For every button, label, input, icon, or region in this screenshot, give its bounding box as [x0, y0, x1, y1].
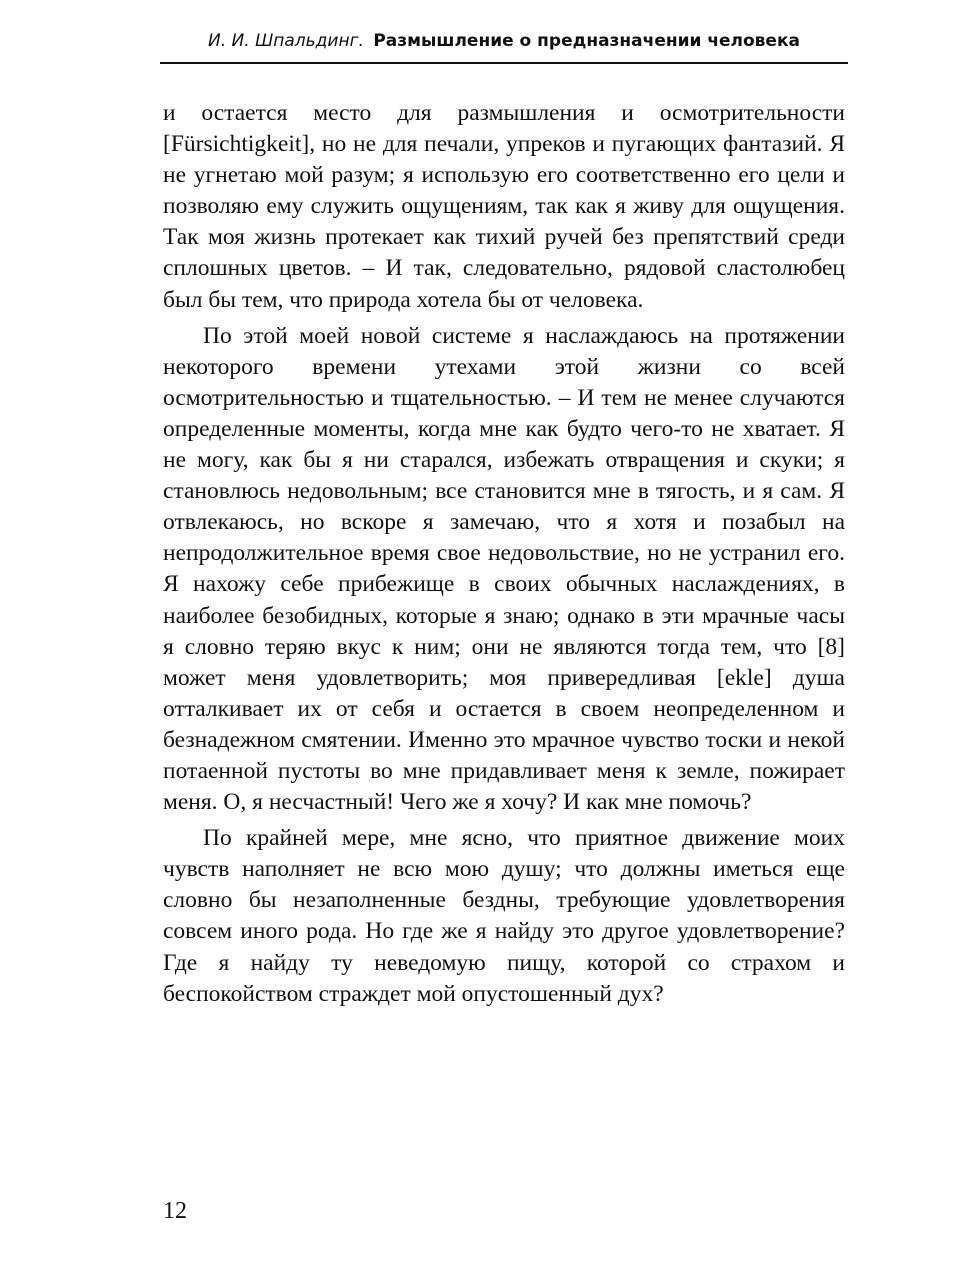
- header-author: И. И. Шпальдинг.: [208, 31, 364, 51]
- paragraph-3: По крайней мере, мне ясно, что приятное движение моих чувств наполняет не всю мою душу; что должны иметься еще словно бы незаполненные бездны, требующие удовлетворения совсем иного рода. Но где же я найду это другое удовлетворение? Где я найду ту неведомую пищу, которой со страхом и беспокойством страждет мой опустошенный дух?: [163, 825, 845, 1007]
- paragraph-1: и остается место для размышления и осмотрительности [Fürsichtigkeit], но не для печали, упреков и пугающих фантазий. Я не угнетаю мой разум; я использую его соответственно его цели и позволяю ему служить ощущениям, так как я живу для ощущения. Так моя жизнь протекает как тихий ручей без препятствий среди сплошных цветов. – И так, следовательно, рядовой сластолюбец был бы тем, что природа хотела бы от человека.: [163, 100, 845, 313]
- header-title: Размышление о предназначении человека: [373, 31, 800, 51]
- running-head: [160, 26, 848, 64]
- body-text: [163, 98, 845, 1015]
- page-number: 12: [163, 1198, 187, 1224]
- paragraph-2: По этой моей новой системе я наслаждаюсь на протяжении некоторого времени утехами этой жизни со всей осмотрительностью и тщательностью. – И тем не менее случаются определенные моменты, когда мне как будто чего-то не хватает. Я не могу, как бы я ни старался, избежать отвращения и скуки; я становлюсь недовольным; все становится мне в тягость, и я сам. Я отвлекаюсь, но вскоре я замечаю, что я хотя и позабыл на непродолжительное время свое недовольствие, но не устранил его. Я нахожу себе прибежище в своих обычных наслаждениях, в наиболее безобидных, которые я знаю; однако в эти мрачные часы я словно теряю вкус к ним; они не являются тогда тем, что [8] может меня удовлетворить; моя привередливая [ekle] душа отталкивает их от себя и остается в своем неопределенном и безнадежном смятении. Именно это мрачное чувство тоски и некой потаенной пустоты во мне придавливает меня к земле, пожирает меня. О, я несчастный! Чего же я хочу? И как мне помочь?: [163, 322, 845, 816]
